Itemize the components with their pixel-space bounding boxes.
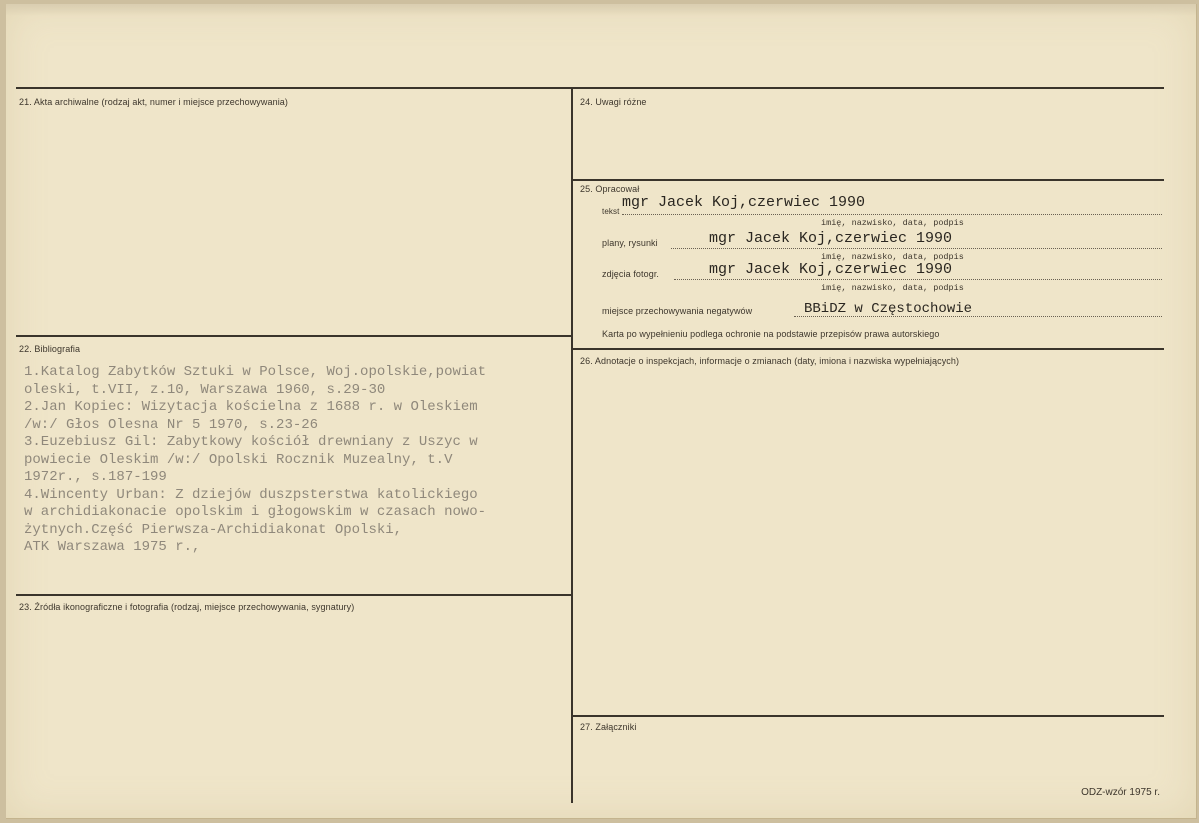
rule-27 <box>572 715 1164 717</box>
form-template-footer: ODZ-wzór 1975 r. <box>1081 787 1160 798</box>
rule-22 <box>16 335 572 337</box>
field-21-label: 21. Akta archiwalne (rodzaj akt, numer i miejsce przechowywania) <box>19 97 289 107</box>
bibliography-line: 1972r., s.187-199 <box>24 469 167 485</box>
field-25-label: 25. Opracował <box>580 184 640 194</box>
zdjecia-label: zdjęcia fotogr. <box>602 269 660 279</box>
field-24-label: 24. Uwagi różne <box>580 97 647 107</box>
negatywy-label: miejsce przechowywania negatywów <box>602 306 753 316</box>
bibliography-line: 2.Jan Kopiec: Wizytacja kościelna z 1688 r. w Oleskiem <box>24 399 478 415</box>
tekst-label: tekst <box>602 207 620 216</box>
rule-25 <box>572 179 1164 181</box>
paper-edge <box>6 4 1196 16</box>
bibliography-entry-3 <box>24 434 486 487</box>
bibliography-line: 4.Wincenty Urban: Z dziejów duszpsterstwa katolickiego <box>24 486 478 503</box>
field-27-label: 27. Załączniki <box>580 722 637 732</box>
zdjecia-dotline <box>674 279 1162 280</box>
field-26-label: 26. Adnotacje o inspekcjach, informacje o zmianach (daty, imiona i nazwiska wypełniających) <box>580 356 960 366</box>
bibliography-line: powiecie Oleskim /w:/ Opolski Rocznik Muzealny, t.V <box>24 451 453 468</box>
field-22-label: 22. Bibliografia <box>19 344 81 354</box>
top-rule <box>16 87 1164 89</box>
plany-hint: imię, nazwisko, data, podpis <box>821 252 964 262</box>
inventory-card <box>6 4 1197 819</box>
zdjecia-value: mgr Jacek Koj,czerwiec 1990 <box>709 261 953 278</box>
tekst-value: mgr Jacek Koj,czerwiec 1990 <box>622 194 866 211</box>
bibliography-line: żytnych.Część Pierwsza-Archidiakonat Opolski, <box>24 521 403 538</box>
rule-23 <box>16 594 572 596</box>
bibliography-line: 1.Katalog Zabytków Sztuki w Polsce, Woj.opolskie,powiat <box>24 364 487 380</box>
bibliography-line: w archidiakonacie opolskim i głogowskim w czasach nowo- <box>24 504 487 520</box>
bibliography-list <box>24 364 486 557</box>
plany-dotline <box>671 248 1162 249</box>
tekst-hint: imię, nazwisko, data, podpis <box>821 218 964 228</box>
negatywy-value: BBiDZ w Częstochowie <box>804 301 973 317</box>
tekst-dotline <box>622 214 1162 215</box>
field-23-label: 23. Źródła ikonograficzne i fotografia (rodzaj, miejsce przechowywania, sygnatury) <box>19 602 355 612</box>
bibliography-line: ATK Warszawa 1975 r., <box>24 539 201 555</box>
bibliography-entry-1 <box>24 364 486 399</box>
plany-value: mgr Jacek Koj,czerwiec 1990 <box>709 230 953 247</box>
bibliography-entry-4 <box>24 487 486 557</box>
bibliography-entry-2 <box>24 399 486 434</box>
negatywy-dotline <box>794 316 1162 317</box>
copyright-note: Karta po wypełnieniu podlega ochronie na podstawie przepisów prawa autorskiego <box>602 329 940 339</box>
plany-label: plany, rysunki <box>602 238 658 248</box>
bibliography-line: 3.Euzebiusz Gil: Zabytkowy kościół drewniany z Uszyc w <box>24 434 478 450</box>
rule-26 <box>572 348 1164 350</box>
bibliography-line: oleski, t.VII, z.10, Warszawa 1960, s.29-30 <box>24 381 386 398</box>
bibliography-line: /w:/ Głos Olesna Nr 5 1970, s.23-26 <box>24 416 319 433</box>
center-divider <box>571 88 573 803</box>
zdjecia-hint: imię, nazwisko, data, podpis <box>821 283 964 293</box>
